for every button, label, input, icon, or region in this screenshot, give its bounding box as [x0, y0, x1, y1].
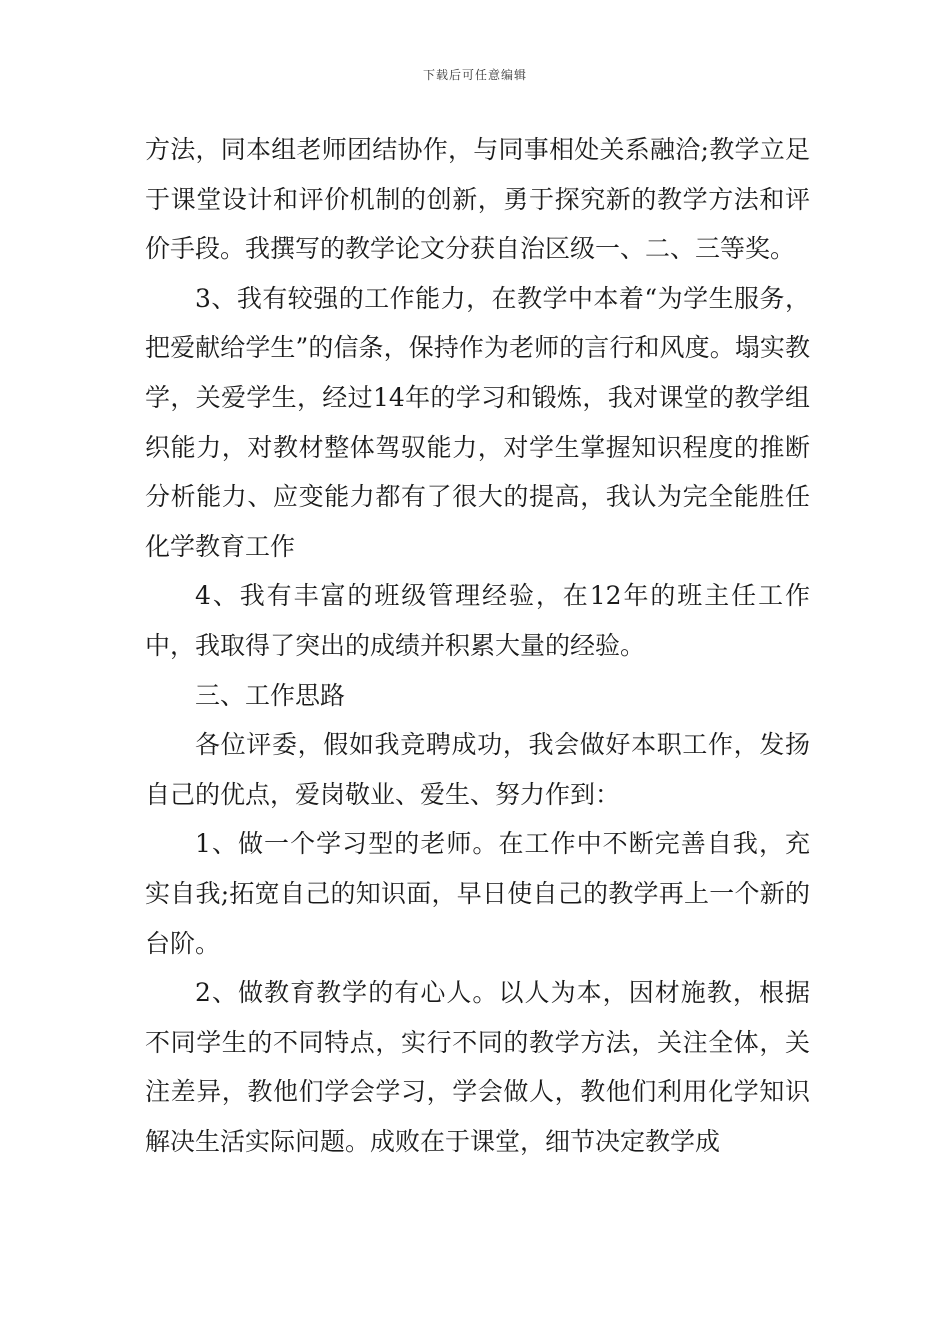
- paragraph-continuation: 方法，同本组老师团结协作，与同事相处关系融洽;教学立足于课堂设计和评价机制的创新，勇于探究新的教学方法和评价手段。我撰写的教学论文分获自治区级一、二、三等奖。: [145, 135, 810, 264]
- paragraph-item-3: 3、我有较强的工作能力，在教学中本着“为学生服务，把爱献给学生”的信条，保持作为老师的言行和风度。塌实教学，关爱学生，经过14年的学习和锻炼，我对课堂的教学组织能力，对教材整体驾驭能力，对学生掌握知识程度的推断分析能力、应变能力都有了很大的提高，我认为完全能胜任化学教育工作: [145, 283, 810, 561]
- section-heading: 三、工作思路: [195, 680, 346, 710]
- page-header: 下载后可任意编辑: [422, 68, 527, 82]
- paragraph-item-4: 4、我有丰富的班级管理经验，在12年的班主任工作中，我取得了突出的成绩并积累大量的经验。: [145, 581, 810, 660]
- body-text: [145, 125, 810, 1166]
- paragraph-plan-2: 2、做教育教学的有心人。以人为本，因材施教，根据不同学生的不同特点，实行不同的教学方法，关注全体，关注差异，教他们学会学习，学会做人，教他们利用化学知识解决生活实际问题。成败在于课堂，细节决定教学成: [145, 978, 810, 1156]
- paragraph-plan-1: 1、做一个学习型的老师。在工作中不断完善自我，充实自我;拓宽自己的知识面，早日使自己的教学再上一个新的台阶。: [145, 829, 810, 958]
- paragraph-intro: 各位评委，假如我竞聘成功，我会做好本职工作，发扬自己的优点，爱岗敬业、爱生、努力作到：: [145, 730, 810, 809]
